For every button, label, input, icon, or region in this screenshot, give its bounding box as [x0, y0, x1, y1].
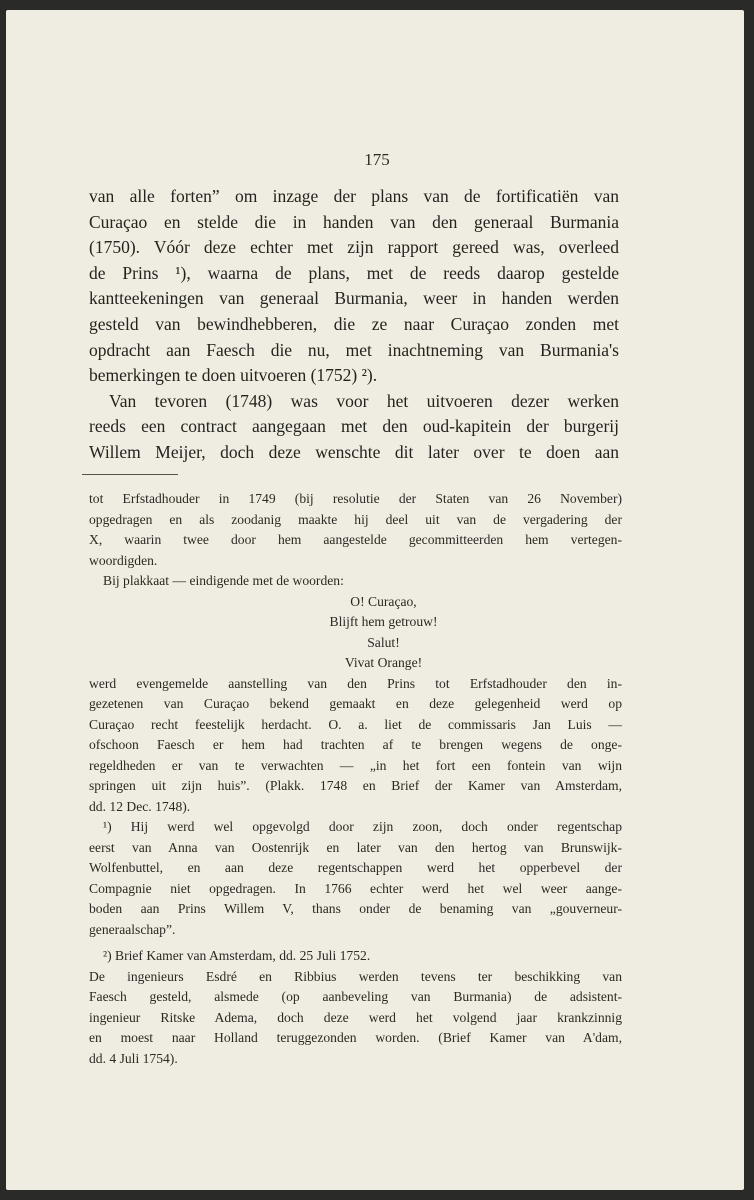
note-line: regeldheden er van te verwachten — „in het fort een fontein van wijn [89, 757, 622, 773]
note-line: generaalschap”. [89, 921, 176, 937]
note-line: tot Erfstadhouder in 1749 (bij resolutie der Staten van 26 November) [89, 491, 622, 506]
poem-line: Vivat Orange! [344, 655, 423, 670]
body-line: de Prins ¹), waarna de plans, met de reeds daarop gestelde [89, 262, 619, 283]
note-line: Bij plakkaat — eindigende met de woorden: [103, 573, 344, 588]
poem-line: Salut! [367, 634, 400, 650]
note-line: Curaçao recht feestelijk herdacht. O. a. liet de commissaris Jan Luis — [89, 716, 622, 732]
footnote-separator [82, 474, 178, 475]
note-line: eerst van Anna van Oostenrijk en later van den hertog van Brunswijk- [89, 839, 622, 855]
note-line: Compagnie niet opgedragen. In 1766 echter werd het wel weer aange- [89, 880, 622, 896]
body-line: bemerkingen te doen uitvoeren (1752) ²). [89, 365, 378, 386]
body-line: Curaçao en stelde die in handen van den generaal Burmania [89, 211, 619, 232]
footnote-2: ²) Brief Kamer van Amsterdam, dd. 25 Juli 1752. [103, 948, 371, 963]
note-line: boden aan Prins Willem V, thans onder de benaming van „gouverneur- [89, 901, 622, 916]
note-line: werd evengemelde aanstelling van den Prins tot Erfstadhouder den in- [89, 675, 622, 691]
body-line: (1750). Vóór deze echter met zijn rapport gereed was, overleed [89, 237, 619, 258]
body-line: reeds een contract aangegaan met den oud-kapitein der burgerij [89, 416, 619, 437]
note-line: ingenieur Ritske Adema, doch deze werd het volgend jaar krankzinnig [89, 1009, 622, 1025]
poem-line: O! Curaçao, [350, 593, 417, 609]
footnote-1: ¹) Hij werd wel opgevolgd door zijn zoon, doch onder regentschap [103, 819, 622, 834]
body-line: van alle forten” om inzage der plans van de fortificatiën van [89, 186, 619, 206]
note-line: Wolfenbuttel, en aan deze regentschappen werd het opperbevel der [89, 860, 622, 875]
body-line: Van tevoren (1748) was voor het uitvoeren dezer werken [109, 390, 619, 411]
body-line: opdracht aan Faesch die nu, met inachtneming van Burmania's [89, 339, 619, 360]
note-line: opgedragen en als zoodanig maakte hij deel uit van de vergadering der [89, 511, 622, 527]
note-line: en moest naar Holland teruggezonden worden. (Brief Kamer van A'dam, [89, 1030, 622, 1045]
body-line: Willem Meijer, doch deze wenschte dit later over te doen aan [89, 441, 619, 462]
note-line: dd. 4 Juli 1754). [89, 1050, 178, 1066]
note-line: Faesch gesteld, alsmede (op aanbeveling van Burmania) de adsistent- [89, 989, 622, 1004]
note-line: dd. 12 Dec. 1748). [89, 798, 191, 814]
body-line: gesteld van bewindhebberen, die ze naar Curaçao zonden met [89, 313, 619, 334]
poem-line: Blijft hem getrouw! [329, 614, 438, 629]
note-line: springen uit zijn huis”. (Plakk. 1748 en Brief der Kamer van Amsterdam, [89, 778, 622, 793]
main-text [89, 184, 619, 466]
note-line: X, waarin twee door hem aangestelde gecommitteerden hem vertegen- [89, 532, 622, 547]
note-line: woordigden. [89, 552, 158, 568]
note-line: gezetenen van Curaçao bekend gemaakt en deze gelegenheid werd op [89, 696, 622, 711]
note-line: De ingenieurs Esdré en Ribbius werden tevens ter beschikking van [89, 968, 622, 984]
body-line: kantteekeningen van generaal Burmania, weer in handen werden [89, 288, 619, 309]
page-number: 175 [364, 150, 390, 169]
footnotes [89, 489, 622, 1069]
note-line: ofschoon Faesch er hem had trachten af te brengen wegens de onge- [89, 737, 622, 752]
